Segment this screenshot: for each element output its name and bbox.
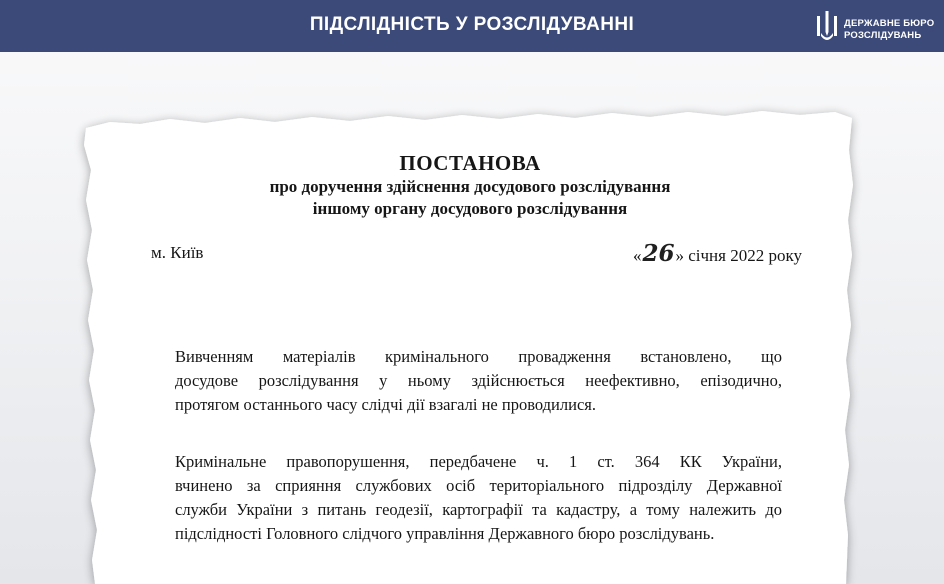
brand-name-line1: ДЕРЖАВНЕ БЮРО	[844, 18, 935, 29]
paragraph-1-line: протягом останнього часу слідчі дії взагалі не проводилися.	[175, 395, 596, 414]
paragraph-1-line: Вивченням матеріалів кримінального провадження встановлено, що	[175, 347, 782, 366]
document-subtitle-line2: іншому органу досудового розслідування	[312, 199, 628, 218]
date-month-year: січня 2022 року	[688, 246, 802, 265]
document-subtitle-line1: про доручення здійснення досудового розслідування	[269, 177, 671, 196]
paragraph-2-line: вчинено за сприяння службових осіб територіального підрозділу Державної	[175, 476, 782, 495]
date-day-handwritten: 26	[642, 240, 675, 267]
paragraph-1-line: досудове розслідування у ньому здійснюється неефективно, епізодично,	[175, 371, 782, 390]
paragraph-2-line: підслідності Головного слідчого управління Державного бюро розслідувань.	[175, 524, 715, 543]
document-city: м. Київ	[151, 243, 204, 262]
document-title: ПОСТАНОВА	[399, 151, 541, 175]
paragraph-1	[175, 345, 782, 417]
brand-name-line2: РОЗСЛІДУВАНЬ	[844, 30, 922, 41]
paragraph-2	[175, 450, 782, 546]
paragraph-2-line: служби України з питань геодезії, картографії та кадастру, а тому належить до	[175, 500, 782, 519]
date-open-quote: «	[632, 246, 642, 265]
page-title: ПІДСЛІДНІСТЬ У РОЗСЛІДУВАННІ	[309, 14, 635, 35]
document-date	[633, 240, 802, 267]
paragraph-2-line: Кримінальне правопорушення, передбачене ч. 1 ст. 364 КК України,	[175, 452, 782, 471]
date-close-quote: »	[675, 246, 684, 265]
